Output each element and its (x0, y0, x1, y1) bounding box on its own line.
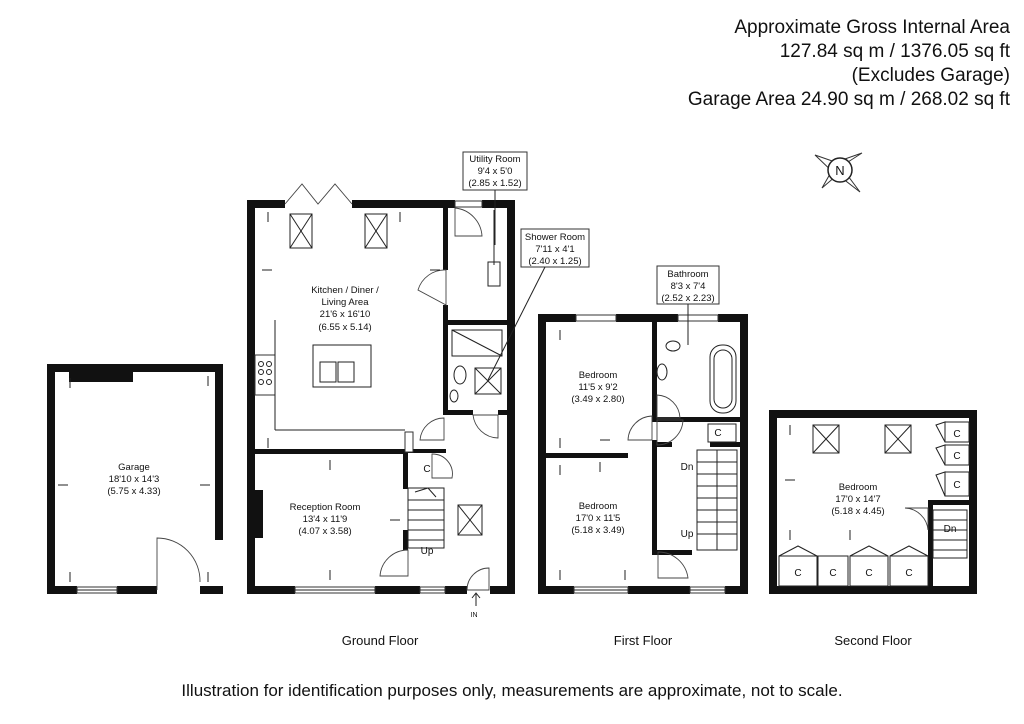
eaves-cupboard-label-3: C (865, 568, 873, 579)
kitchen-name-line2: Living Area (321, 297, 369, 308)
disclaimer: Illustration for identification purposes only, measurements are approximate, not to scale. (181, 681, 843, 700)
area-title: Approximate Gross Internal Area (734, 17, 1010, 38)
bedroom2-metric: (5.18 x 3.49) (571, 525, 625, 536)
kitchen-metric: (6.55 x 5.14) (318, 322, 372, 333)
area-exclusion-note: (Excludes Garage) (851, 65, 1010, 86)
kitchen-name-line1: Kitchen / Diner / (311, 285, 379, 296)
bedroom3-name: Bedroom (838, 482, 878, 493)
garage-area: Garage Area 24.90 sq m / 268.02 sq ft (687, 89, 1010, 110)
bedroom1-metric: (3.49 x 2.80) (571, 394, 625, 405)
bedroom3-metric: (5.18 x 4.45) (831, 506, 885, 517)
ground-floor-label: Ground Floor (341, 633, 419, 648)
shower-name: Shower Room (524, 232, 586, 243)
first-stairs-down-label: Dn (680, 462, 694, 473)
reception-name: Reception Room (289, 502, 361, 513)
first-stairs-up-label: Up (680, 529, 694, 540)
bedroom1-imperial: 11'5 x 9'2 (578, 382, 618, 393)
second-cupboard-label-3: C (953, 480, 961, 491)
garage-imperial: 18'10 x 14'3 (108, 474, 160, 485)
first-cupboard-label: C (714, 428, 722, 439)
bedroom1-name: Bedroom (578, 370, 618, 381)
compass-letter: N (835, 163, 845, 178)
area-total: 127.84 sq m / 1376.05 sq ft (779, 41, 1010, 62)
ground-cupboard-label: C (423, 464, 431, 475)
ground-stairs-up-label: Up (420, 546, 434, 557)
eaves-cupboard-label-1: C (794, 568, 802, 579)
compass-icon (815, 153, 862, 192)
entrance-label: IN (470, 612, 478, 619)
shower-imperial: 7'11 x 4'1 (535, 244, 575, 255)
first-floor-plan (538, 314, 748, 594)
kitchen-imperial: 21'6 x 16'10 (319, 309, 371, 320)
first-floor-label: First Floor (613, 633, 673, 648)
eaves-cupboard-label-4: C (905, 568, 913, 579)
reception-imperial: 13'4 x 11'9 (302, 514, 348, 525)
bedroom2-imperial: 17'0 x 11'5 (575, 513, 621, 524)
bedroom3-imperial: 17'0 x 14'7 (835, 494, 881, 505)
utility-imperial: 9'4 x 5'0 (477, 166, 513, 177)
utility-metric: (2.85 x 1.52) (468, 178, 522, 189)
garage-name: Garage (118, 462, 150, 473)
bathroom-imperial: 8'3 x 7'4 (670, 281, 706, 292)
second-cupboard-label-2: C (953, 451, 961, 462)
reception-metric: (4.07 x 3.58) (298, 526, 352, 537)
bathroom-metric: (2.52 x 2.23) (661, 293, 715, 304)
eaves-cupboard-label-2: C (829, 568, 837, 579)
shower-metric: (2.40 x 1.25) (528, 256, 582, 267)
bathroom-name: Bathroom (667, 269, 709, 280)
garage-metric: (5.75 x 4.33) (107, 486, 161, 497)
utility-name: Utility Room (469, 154, 521, 165)
ground-floor-plan (247, 184, 515, 606)
second-stairs-down-label: Dn (943, 524, 957, 535)
second-cupboard-label-1: C (953, 429, 961, 440)
second-floor-label: Second Floor (834, 633, 912, 648)
bedroom2-name: Bedroom (578, 501, 618, 512)
